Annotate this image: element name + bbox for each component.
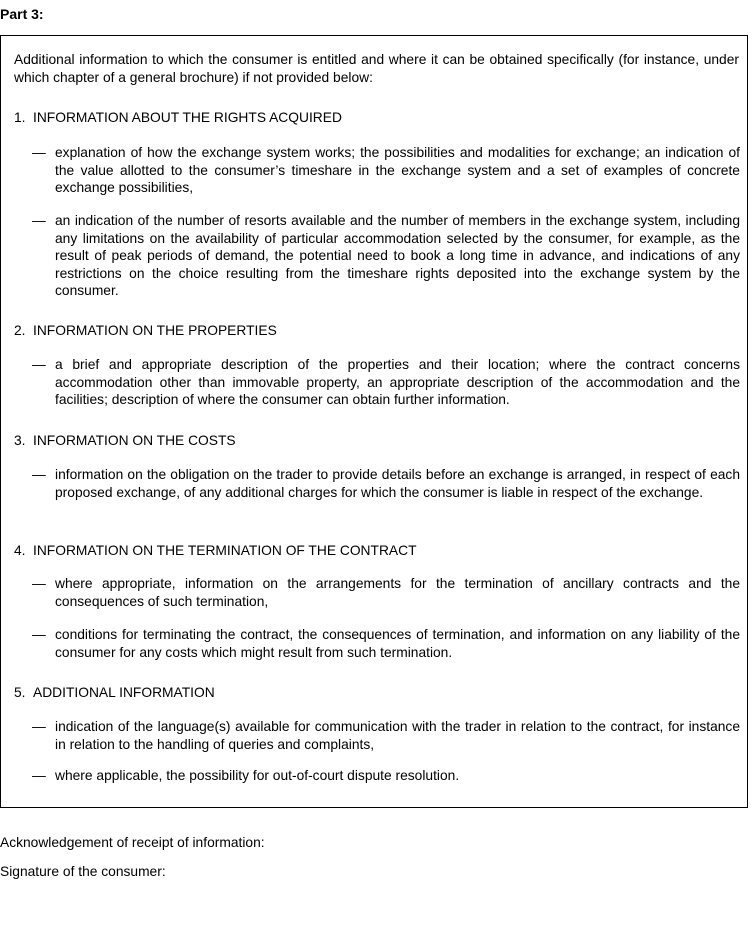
- list-item: [32, 626, 740, 661]
- list-item: [32, 212, 740, 300]
- dash-bullet: —: [32, 627, 46, 642]
- list-item-text: where appropriate, information on the arrangements for the termination of ancillary contracts and the consequences of such termination,: [55, 576, 740, 609]
- dash-bullet: —: [32, 576, 46, 591]
- dash-bullet: —: [32, 213, 46, 228]
- intro-paragraph: Additional information to which the consumer is entitled and where it can be obtained specifically (for instance, under which chapter of a general brochure) if not provided below:: [14, 52, 739, 85]
- list-item: [32, 466, 740, 501]
- dash-bullet: —: [32, 145, 46, 160]
- dash-bullet: —: [32, 719, 46, 734]
- section-heading-costs: [14, 432, 236, 450]
- section-number: 3.: [14, 433, 26, 448]
- dash-bullet: —: [32, 357, 46, 372]
- dash-bullet: —: [32, 768, 46, 783]
- list-item-text: explanation of how the exchange system works; the possibilities and modalities for exchange; an indication of the value allotted to the consumer’s timeshare in the exchange system and a set of examples of concrete exchange possibilities,: [55, 145, 740, 195]
- section-title: INFORMATION ABOUT THE RIGHTS ACQUIRED: [33, 110, 342, 125]
- section-title: ADDITIONAL INFORMATION: [33, 685, 215, 700]
- section-heading-properties: [14, 322, 277, 340]
- acknowledgement-line: Acknowledgement of receipt of information:: [0, 835, 265, 850]
- list-item: [32, 767, 740, 785]
- list-item-text: conditions for terminating the contract, the consequences of termination, and information on any liability of the consumer for any costs which might result from such termination.: [55, 627, 740, 660]
- list-item-text: indication of the language(s) available for communication with the trader in relation to the contract, for instance in relation to the handling of queries and complaints,: [55, 719, 740, 752]
- section-heading-additional: [14, 684, 215, 702]
- part-title: Part 3:: [0, 6, 44, 22]
- list-item-text: where applicable, the possibility for out-of-court dispute resolution.: [55, 768, 460, 783]
- list-item: [32, 575, 740, 610]
- section-title: INFORMATION ON THE PROPERTIES: [33, 323, 277, 338]
- list-item-text: information on the obligation on the trader to provide details before an exchange is arranged, in respect of each proposed exchange, of any additional charges for which the consumer is liable in respect of the exchange.: [55, 467, 740, 500]
- dash-bullet: —: [32, 467, 46, 482]
- signature-line: Signature of the consumer:: [0, 864, 166, 879]
- section-number: 1.: [14, 110, 26, 125]
- information-box: [0, 35, 748, 808]
- section-title: INFORMATION ON THE TERMINATION OF THE CONTRACT: [33, 543, 417, 558]
- list-item-text: an indication of the number of resorts available and the number of members in the exchange system, including any limitations on the availability of particular accommodation selected by the consumer, for example, as the result of peak periods of demand, the potential need to book a long time in advance, and indications of any restrictions on the choice resulting from the timeshare rights deposited into the exchange system by the consumer.: [55, 213, 740, 298]
- list-item: [32, 718, 740, 753]
- section-title: INFORMATION ON THE COSTS: [33, 433, 236, 448]
- section-number: 2.: [14, 323, 26, 338]
- section-heading-rights: [14, 109, 342, 127]
- list-item: [32, 356, 740, 409]
- section-number: 5.: [14, 685, 26, 700]
- section-number: 4.: [14, 543, 26, 558]
- list-item: [32, 144, 740, 197]
- list-item-text: a brief and appropriate description of the properties and their location; where the contract concerns accommodation other than immovable property, an appropriate description of the accommodation and the facilities; description of where the consumer can obtain further information.: [55, 357, 740, 407]
- section-heading-termination: [14, 542, 417, 560]
